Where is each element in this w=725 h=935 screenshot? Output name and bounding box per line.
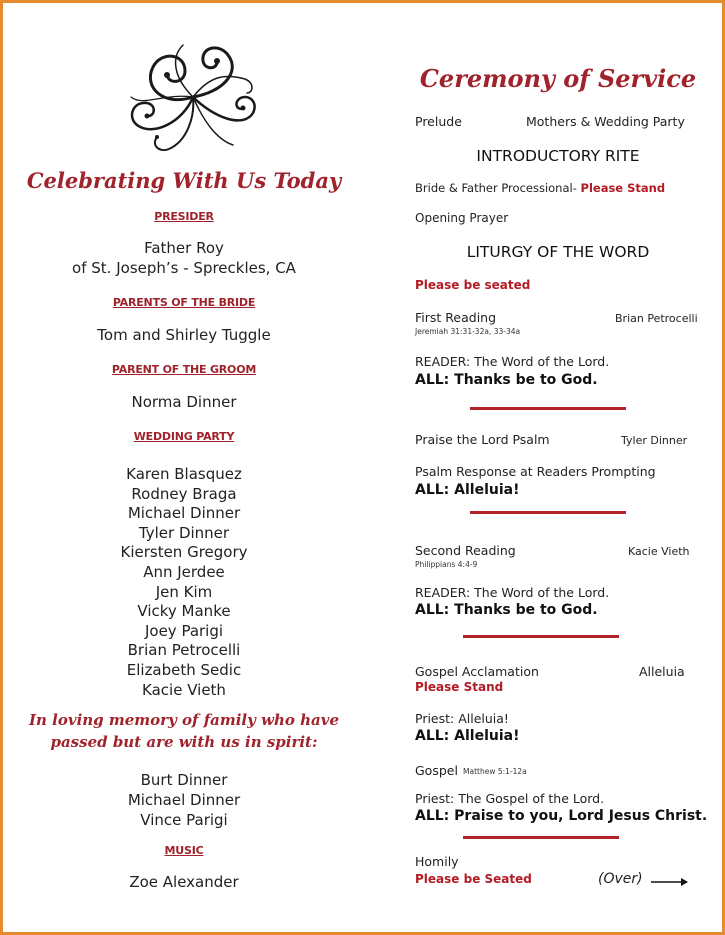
wedding-party-member: Vicky Manke	[137, 602, 231, 621]
presider-heading: PRESIDER	[154, 210, 214, 223]
parent-groom-heading: PARENT OF THE GROOM	[111, 363, 257, 376]
right-title: Ceremony of Service	[419, 64, 697, 93]
presider-name: Father Roy	[144, 239, 224, 257]
wedding-party-member: Kiersten Gregory	[120, 543, 248, 562]
all-response-1: ALL: Thanks be to God.	[415, 372, 598, 388]
divider	[470, 511, 626, 514]
second-reading-ref: Philippians 4:4-9	[415, 560, 478, 569]
psalm-reader: Tyler Dinner	[621, 434, 688, 447]
memory-name: Michael Dinner	[127, 791, 241, 809]
processional-line	[415, 181, 665, 195]
priest-alleluia: Priest: Alleluia!	[415, 711, 509, 726]
presider-place: of St. Joseph’s - Spreckles, CA	[72, 259, 296, 277]
prelude-label: Prelude	[415, 114, 462, 129]
please-stand-note-2: Please Stand	[415, 680, 504, 694]
wedding-party-member: Kacie Vieth	[142, 680, 226, 699]
gospel-acclamation-label: Gospel Acclamation	[415, 664, 539, 679]
wedding-party-member: Karen Blasquez	[126, 465, 242, 483]
wedding-party-member: Ann Jerdee	[143, 562, 225, 581]
gospel-acclamation-value: Alleluia	[639, 664, 685, 679]
gospel-ref: Matthew 5:1-12a	[463, 767, 527, 776]
wedding-party-member: Michael Dinner	[127, 504, 241, 523]
psalm-response: Psalm Response at Readers Prompting	[415, 464, 656, 479]
please-be-seated-note: Please be seated	[415, 278, 531, 292]
music-name: Zoe Alexander	[129, 873, 239, 891]
wedding-party-member: Tyler Dinner	[138, 523, 230, 542]
wedding-party-list	[3, 465, 365, 700]
please-stand-note: Please Stand	[580, 181, 666, 195]
divider	[470, 407, 626, 410]
memory-line-1: In loving memory of family who have	[29, 711, 339, 729]
parents-bride-heading: PARENTS OF THE BRIDE	[112, 296, 256, 309]
arrow-right-icon	[651, 877, 689, 887]
wedding-party-heading: WEDDING PARTY	[133, 430, 235, 443]
memory-name: Burt Dinner	[140, 771, 228, 789]
all-praise: ALL: Praise to you, Lord Jesus Christ.	[415, 808, 708, 824]
wedding-party-member: Joey Parigi	[144, 621, 224, 640]
opening-prayer: Opening Prayer	[415, 211, 509, 225]
memory-name: Vince Parigi	[140, 811, 228, 829]
second-reader: Kacie Vieth	[628, 545, 690, 558]
all-alleluia-2: ALL: Alleluia!	[415, 728, 520, 744]
wedding-party-member: Jen Kim	[155, 582, 213, 601]
wedding-party-member: Elizabeth Sedic	[126, 660, 242, 679]
first-reading-ref: Jeremiah 31:31-32a, 33-34a	[415, 327, 521, 336]
all-alleluia: ALL: Alleluia!	[415, 482, 520, 498]
priest-gospel: Priest: The Gospel of the Lord.	[415, 791, 605, 806]
please-be-seated-note-2: Please be Seated	[415, 872, 532, 886]
prelude-party: Mothers & Wedding Party	[526, 114, 685, 129]
processional-label: Bride & Father Processional-	[415, 181, 581, 195]
parents-bride-names: Tom and Shirley Tuggle	[97, 326, 271, 344]
all-response-2: ALL: Thanks be to God.	[415, 602, 598, 618]
psalm-label: Praise the Lord Psalm	[415, 432, 550, 447]
introductory-rite-heading: INTRODUCTORY RITE	[476, 147, 640, 165]
wedding-party-member: Brian Petrocelli	[127, 641, 241, 660]
reader-line-1: READER: The Word of the Lord.	[415, 354, 610, 369]
left-title: Celebrating With Us Today	[26, 168, 342, 193]
second-reading-label: Second Reading	[415, 543, 516, 558]
first-reader: Brian Petrocelli	[615, 312, 698, 325]
divider	[463, 635, 619, 638]
first-reading-label: First Reading	[415, 310, 497, 325]
gospel-label: Gospel	[415, 763, 458, 778]
memory-line-2: passed but are with us in spirit:	[50, 733, 318, 751]
liturgy-heading: LITURGY OF THE WORD	[466, 243, 650, 261]
homily-label: Homily	[415, 854, 459, 869]
music-heading: MUSIC	[164, 844, 204, 857]
swirl-ornament-icon	[123, 37, 263, 155]
over-label: (Over)	[598, 871, 643, 887]
parent-groom-name: Norma Dinner	[131, 393, 237, 411]
divider	[463, 836, 619, 839]
reader-line-2: READER: The Word of the Lord.	[415, 585, 610, 600]
wedding-party-member: Rodney Braga	[131, 484, 237, 503]
